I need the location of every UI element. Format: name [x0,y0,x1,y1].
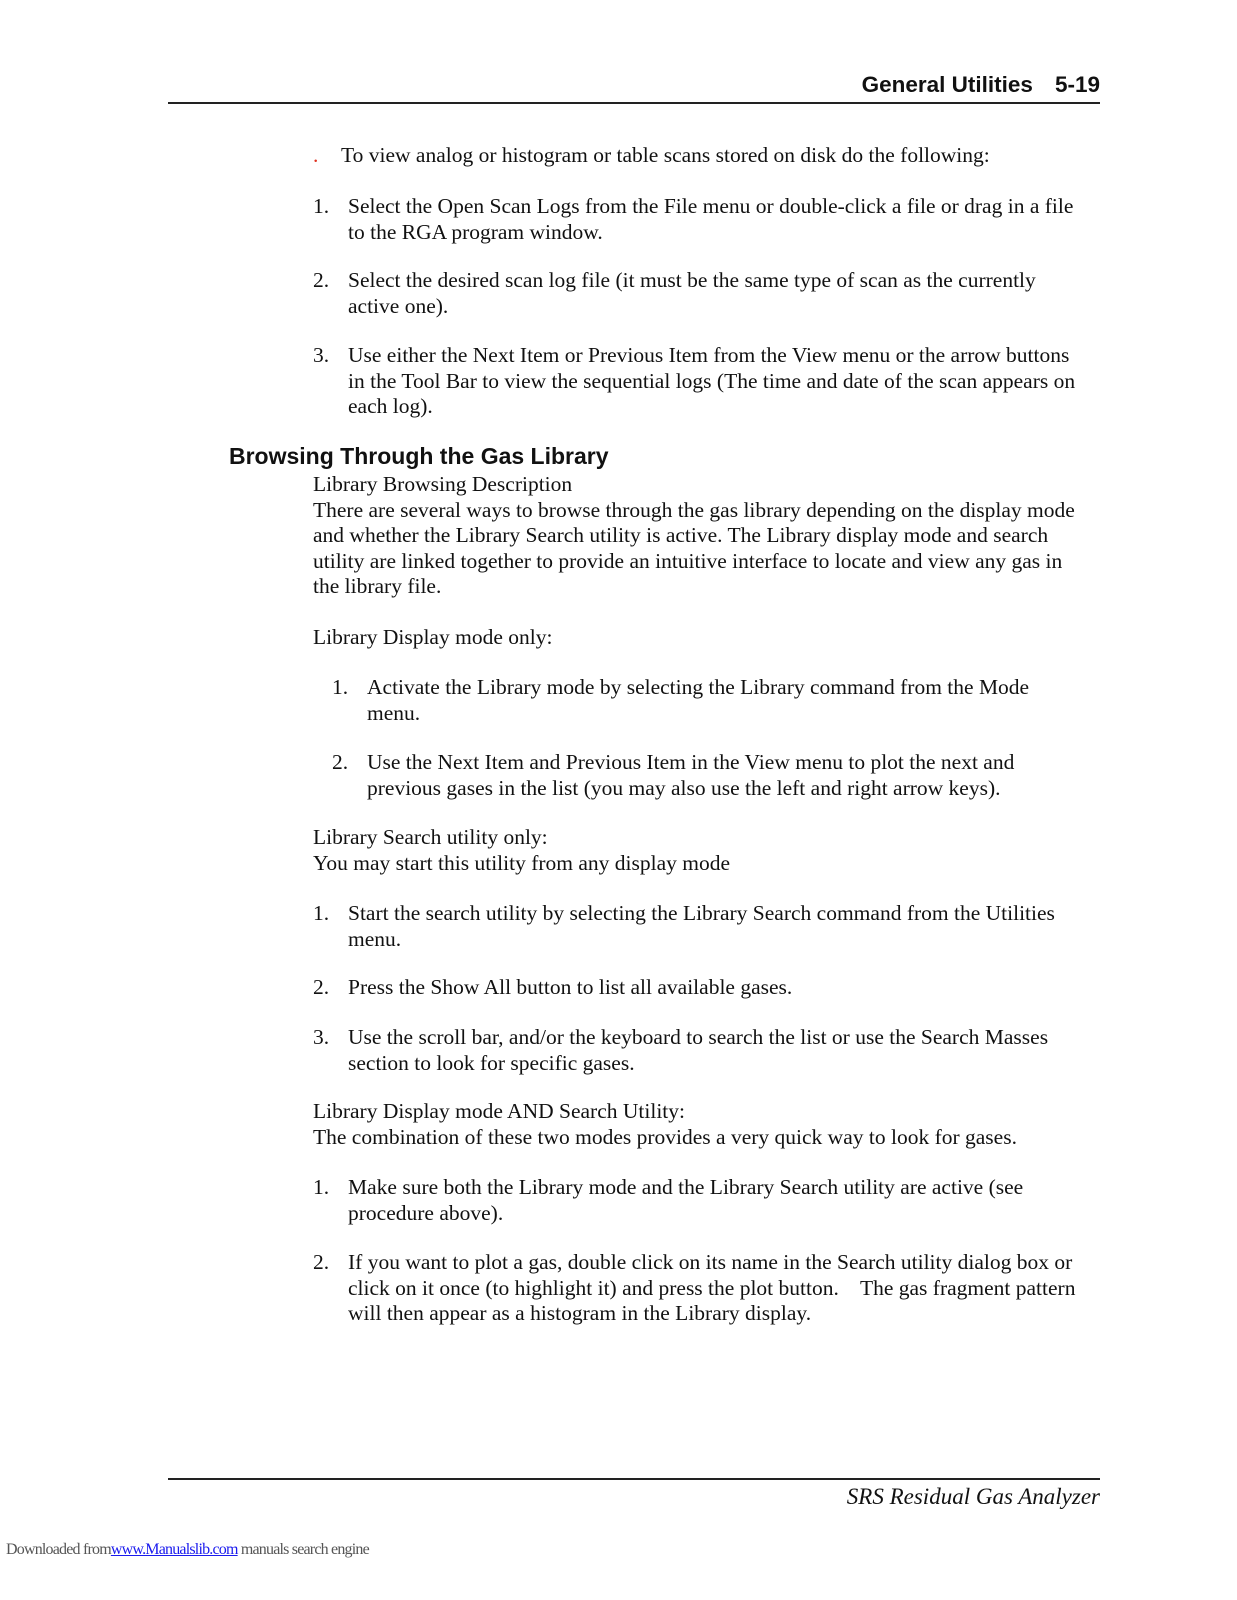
step-number: 3. [313,343,330,367]
step-number: 1. [332,675,349,699]
search-utility-label: Library Search utility only: [313,825,548,849]
section-description [313,472,1103,600]
step-line: Use either the Next Item or Previous Item from the View menu or the arrow buttons [348,343,1070,367]
step-line: in the Tool Bar to view the sequential logs (The time and date of the scan appears on [348,368,1076,393]
step-line: menu. [348,926,402,951]
step-line: Select the Open Scan Logs from the File menu or double-click a file or drag in a file [348,194,1074,218]
download-prefix: Downloaded from [6,1541,111,1558]
combined-block [313,1099,1103,1150]
step-number: 2. [332,750,349,774]
step-text [367,750,1014,801]
step-line: click on it once (to highlight it) and press the plot button. The gas fragment pattern [348,1275,1076,1300]
step-line: Press the Show All button to list all available gases. [348,975,793,999]
intro-text: To view analog or histogram or table scans stored on disk do the following: [341,143,990,167]
download-suffix: manuals search engine [237,1541,369,1558]
step-text [367,675,1029,726]
bullet-dot: . [313,143,319,167]
step-text [348,1250,1075,1327]
step-line: Start the search utility by selecting the Library Search command from the Utilities [348,901,1055,925]
section-subtitle: Library Browsing Description [313,472,573,496]
intro-line [313,143,990,168]
header-section-title: General Utilities [861,72,1033,97]
step-line: previous gases in the list (you may also use the left and right arrow keys). [367,775,1001,800]
step-number: 2. [313,1250,330,1274]
step-line: If you want to plot a gas, double click on its name in the Search utility dialog box or [348,1250,1073,1274]
step-number: 2. [313,975,330,999]
footer-title: SRS Residual Gas Analyzer [846,1484,1100,1509]
description-line: There are several ways to browse through the gas library depending on the display mode [313,497,1075,522]
combined-label: Library Display mode AND Search Utility: [313,1099,685,1123]
step-text [348,901,1055,952]
description-line: and whether the Library Search utility is active. The Library display mode and search [313,523,1049,548]
description-line: the library file. [313,574,442,599]
step-number: 1. [313,901,330,925]
step-number: 3. [313,1025,330,1049]
step-line: Select the desired scan log file (it must be the same type of scan as the currently [348,268,1036,292]
step-line: menu. [367,700,421,725]
footer-rule [168,1478,1100,1480]
step-text [348,1175,1023,1226]
step-number: 1. [313,1175,330,1199]
description-line: utility are linked together to provide an intuitive interface to locate and view any gas in [313,548,1063,573]
step-line: Make sure both the Library mode and the Library Search utility are active (see [348,1175,1024,1199]
step-line: each log). [348,394,433,418]
display-mode-label: Library Display mode only: [313,625,553,649]
search-utility-block [313,825,1103,876]
manualslib-link[interactable]: www.Manualslib.com [110,1541,238,1558]
step-line: section to look for specific gases. [348,1050,635,1075]
step-text [348,1025,1048,1076]
step-line: procedure above). [348,1200,504,1225]
header-page-number: 5-19 [1054,72,1100,97]
step-line: active one). [348,293,449,318]
step-line: Use the Next Item and Previous Item in the View menu to plot the next and [367,750,1015,774]
step-line: Activate the Library mode by selecting the Library command from the Mode [367,675,1030,699]
step-number: 2. [313,268,330,292]
step-number: 1. [313,194,330,218]
page-header [168,68,1100,104]
step-line: Use the scroll bar, and/or the keyboard to search the list or use the Search Masses [348,1025,1049,1049]
download-line [6,1541,369,1559]
step-line: to the RGA program window. [348,219,603,244]
step-line: will then appear as a histogram in the Library display. [348,1301,812,1325]
step-text [348,268,1036,319]
step-text [348,194,1073,245]
step-text [348,343,1075,420]
combined-note: The combination of these two modes provides a very quick way to look for gases. [313,1124,1017,1149]
search-utility-note: You may start this utility from any display mode [313,850,731,875]
section-heading: Browsing Through the Gas Library [229,443,609,469]
step-text [348,975,792,1001]
